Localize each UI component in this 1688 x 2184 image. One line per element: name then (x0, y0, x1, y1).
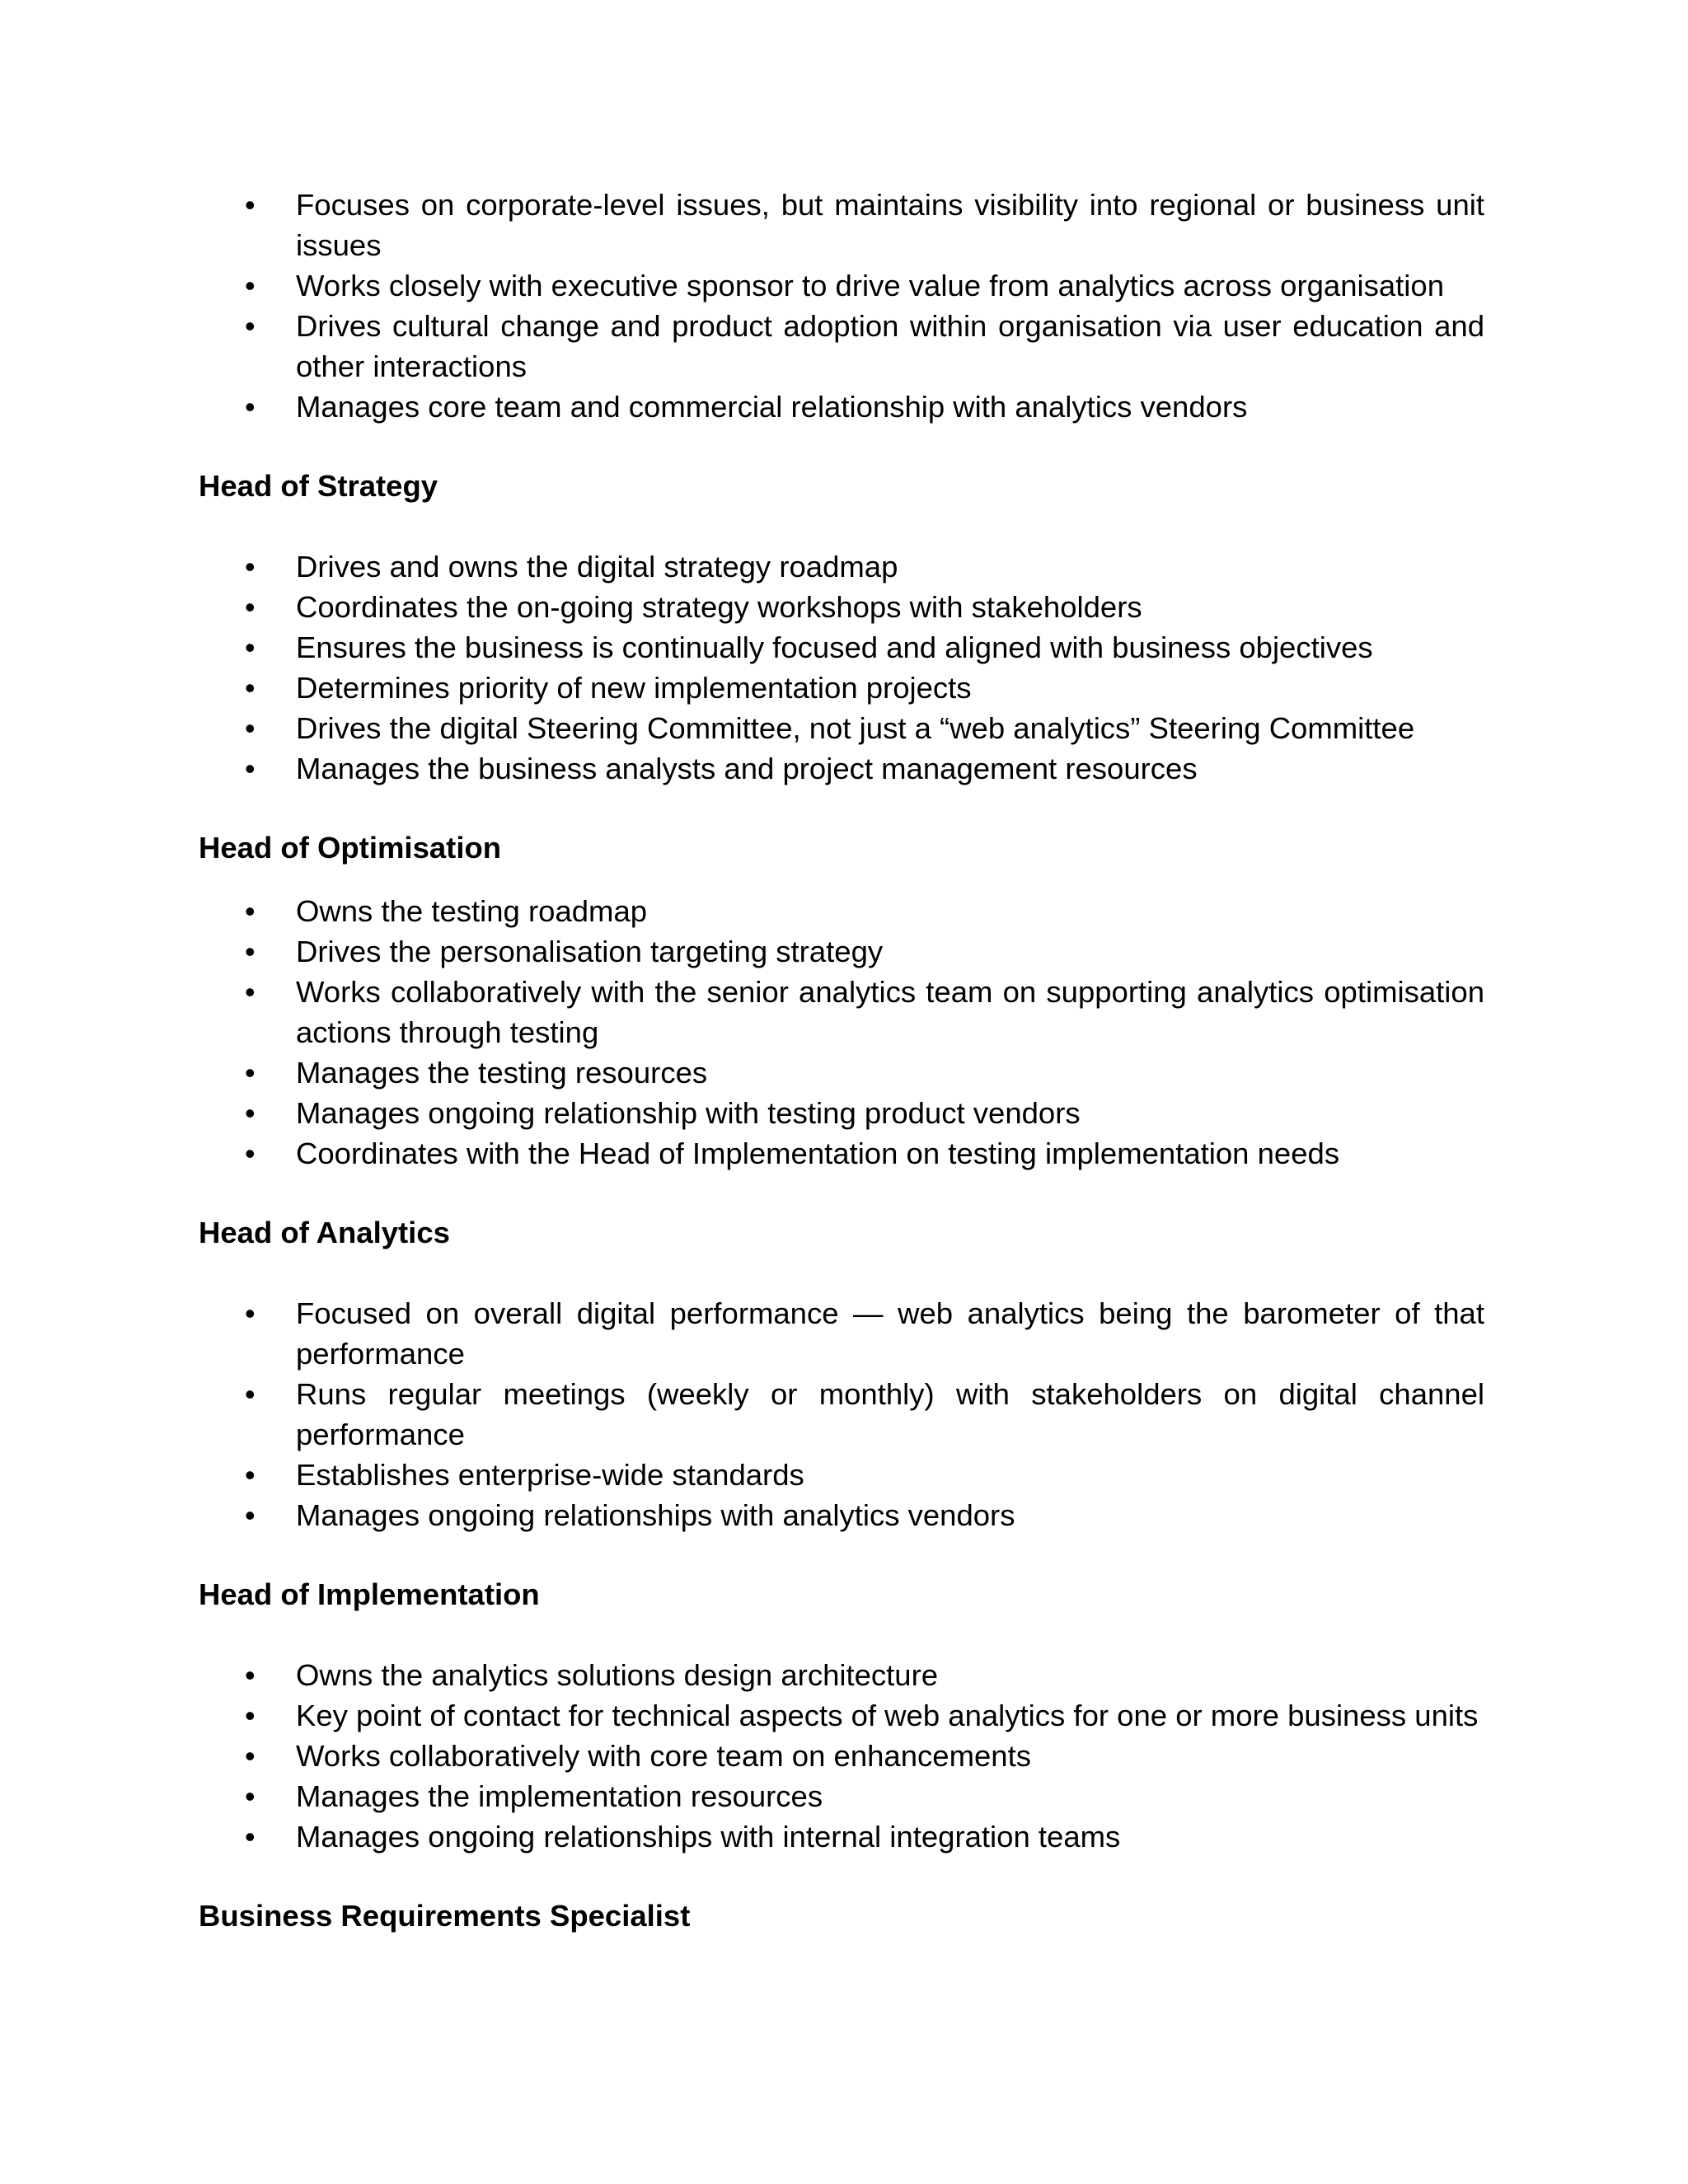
list-item (199, 1133, 1484, 1174)
list-item-text: Owns the testing roadmap (296, 894, 648, 928)
list-item-text: Establishes enterprise-wide standards (296, 1458, 804, 1492)
list-item-text: Owns the analytics solutions design architecture (296, 1658, 939, 1692)
bullet-glyph: • (245, 1096, 256, 1130)
bullet-glyph: • (245, 1820, 256, 1854)
bullet-glyph: • (245, 188, 256, 222)
bullet-glyph: • (245, 309, 256, 343)
list-item (199, 1374, 1484, 1455)
list-item-text: Manages ongoing relationship with testing product vendors (296, 1096, 1081, 1130)
bullet-glyph: • (245, 1498, 256, 1532)
section-heading-strategy: Head of Strategy (199, 469, 438, 503)
section-heading-analytics: Head of Analytics (199, 1216, 450, 1249)
list-item-text: Focuses on corporate-level issues, but maintains visibility into regional or business unit issues (296, 188, 1484, 262)
list-item-text: Drives the personalisation targeting strategy (296, 935, 884, 968)
bullet-glyph: • (245, 671, 256, 705)
bullet-glyph: • (245, 1739, 256, 1773)
list-item (199, 185, 1484, 265)
list-item (199, 587, 1484, 627)
list-item (199, 1655, 1484, 1695)
bullet-glyph: • (245, 269, 256, 302)
bullet-glyph: • (245, 390, 256, 424)
implementation-bullet-list (199, 1655, 1484, 1857)
list-item (199, 546, 1484, 587)
list-item-text: Coordinates the on-going strategy workshops with stakeholders (296, 590, 1142, 624)
list-item-text: Ensures the business is continually focused and aligned with business objectives (296, 630, 1373, 664)
bullet-glyph: • (245, 550, 256, 583)
list-item (199, 1093, 1484, 1133)
list-item (199, 1736, 1484, 1776)
list-item (199, 748, 1484, 789)
list-item (199, 1776, 1484, 1816)
list-item (199, 1495, 1484, 1535)
list-item (199, 1816, 1484, 1857)
list-item (199, 668, 1484, 708)
list-item-text: Drives the digital Steering Committee, not just a “web analytics” Steering Committee (296, 711, 1415, 745)
list-item (199, 1455, 1484, 1495)
bullet-glyph: • (245, 1056, 256, 1090)
section-heading-optimisation: Head of Optimisation (199, 831, 502, 865)
list-item (199, 972, 1484, 1052)
list-item (199, 931, 1484, 972)
page-content (199, 185, 1484, 1936)
list-item-text: Runs regular meetings (weekly or monthly) with stakeholders on digital channel performance (296, 1377, 1484, 1451)
list-item (199, 387, 1484, 427)
intro-bullet-list (199, 185, 1484, 427)
bullet-glyph: • (245, 1137, 256, 1170)
bullet-glyph: • (245, 1779, 256, 1813)
bullet-glyph: • (245, 1458, 256, 1492)
list-item (199, 627, 1484, 668)
list-item (199, 1052, 1484, 1093)
bullet-glyph: • (245, 630, 256, 664)
list-item-text: Coordinates with the Head of Implementation on testing implementation needs (296, 1137, 1340, 1170)
bullet-glyph: • (245, 975, 256, 1009)
bullet-glyph: • (245, 1699, 256, 1732)
list-item-text: Drives cultural change and product adoption within organisation via user education and other interactions (296, 309, 1484, 383)
list-item-text: Works collaboratively with core team on enhancements (296, 1739, 1031, 1773)
list-item-text: Determines priority of new implementation projects (296, 671, 972, 705)
bullet-glyph: • (245, 935, 256, 968)
bullet-glyph: • (245, 752, 256, 785)
list-item-text: Manages the implementation resources (296, 1779, 823, 1813)
bullet-glyph: • (245, 590, 256, 624)
section-heading-business-requirements: Business Requirements Specialist (199, 1899, 691, 1933)
list-item (199, 891, 1484, 931)
bullet-glyph: • (245, 894, 256, 928)
list-item (199, 1695, 1484, 1736)
list-item-text: Drives and owns the digital strategy roadmap (296, 550, 898, 583)
bullet-glyph: • (245, 1377, 256, 1411)
list-item (199, 265, 1484, 306)
list-item-text: Manages core team and commercial relationship with analytics vendors (296, 390, 1248, 424)
list-item-text: Works collaboratively with the senior analytics team on supporting analytics optimisation actions through testing (296, 975, 1484, 1049)
list-item-text: Works closely with executive sponsor to drive value from analytics across organisation (296, 269, 1445, 302)
list-item-text: Manages the testing resources (296, 1056, 708, 1090)
strategy-bullet-list (199, 546, 1484, 789)
analytics-bullet-list (199, 1293, 1484, 1535)
list-item-text: Manages ongoing relationships with internal integration teams (296, 1820, 1121, 1854)
list-item-text: Manages ongoing relationships with analytics vendors (296, 1498, 1015, 1532)
list-item-text: Focused on overall digital performance — web analytics being the barometer of that performance (296, 1296, 1484, 1371)
list-item-text: Manages the business analysts and project management resources (296, 752, 1198, 785)
bullet-glyph: • (245, 1296, 256, 1330)
bullet-glyph: • (245, 1658, 256, 1692)
bullet-glyph: • (245, 711, 256, 745)
optimisation-bullet-list (199, 891, 1484, 1174)
list-item (199, 708, 1484, 748)
section-heading-implementation: Head of Implementation (199, 1577, 540, 1611)
list-item (199, 306, 1484, 387)
list-item-text: Key point of contact for technical aspects of web analytics for one or more business units (296, 1699, 1479, 1732)
list-item (199, 1293, 1484, 1374)
